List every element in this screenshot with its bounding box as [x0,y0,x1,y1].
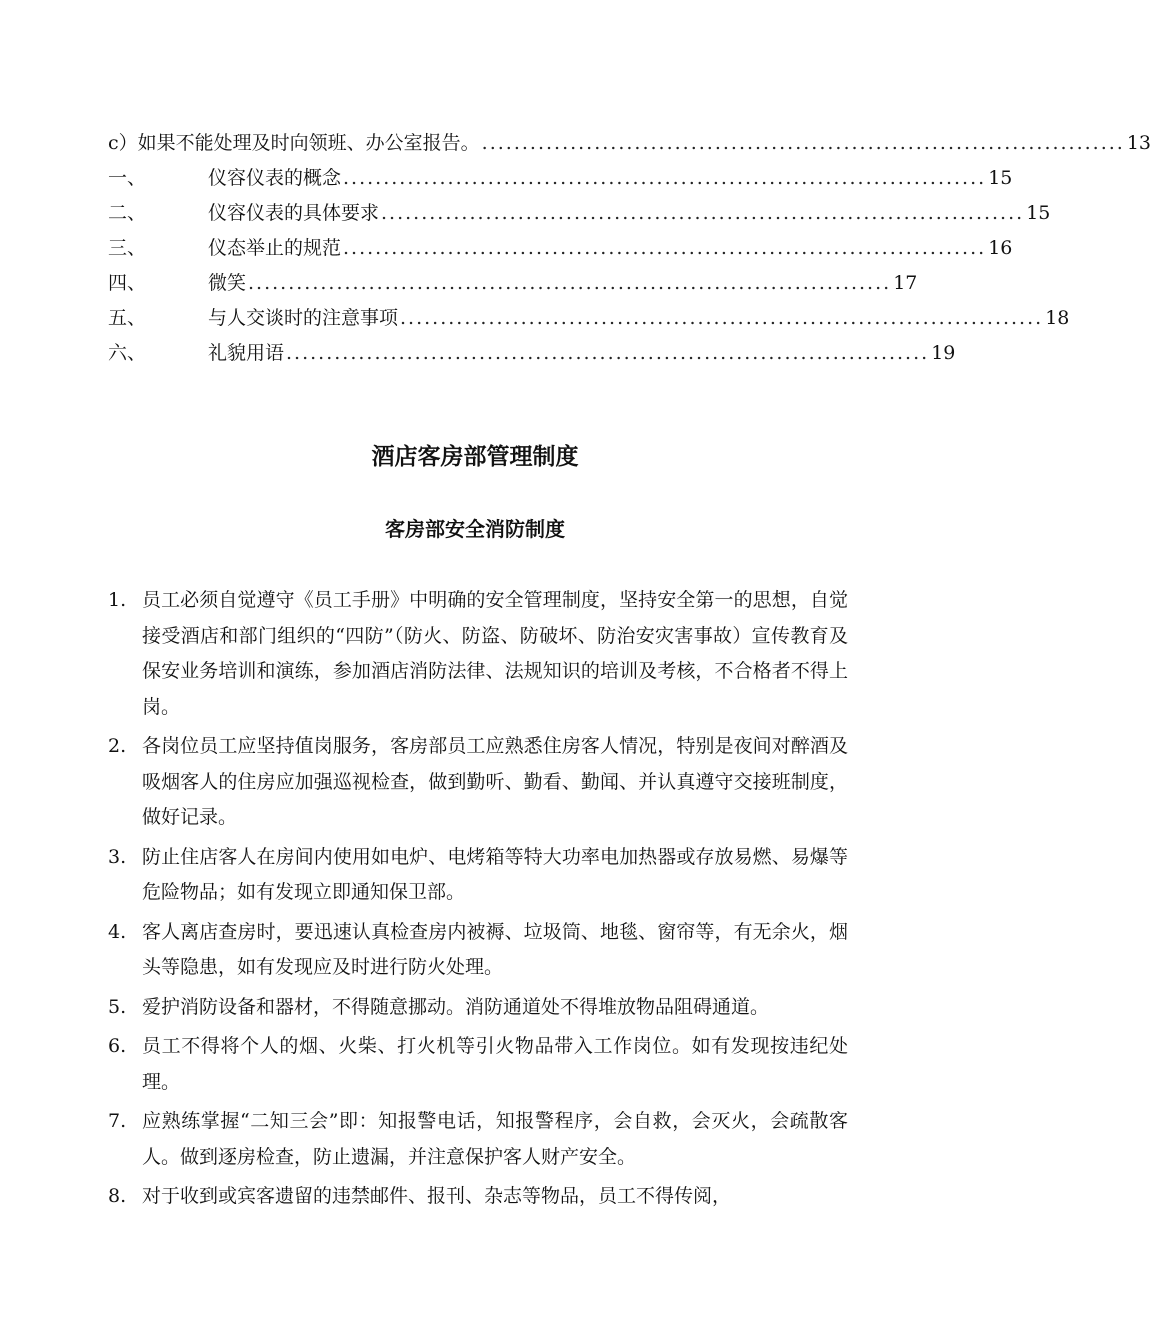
toc-entry-page: 13 [1126,132,1151,154]
toc-entry-title: 与人交谈时的注意事项 [208,307,399,329]
list-item-text: 各岗位员工应坚持值岗服务，客房部员工应熟悉住房客人情况，特别是夜间对醉酒及吸烟客人的住房应加强巡视检查，做到勤听、勤看、勤闻、并认真遵守交接班制度，做好记录。 [142,735,848,828]
toc-entry[interactable] [108,126,1151,161]
toc-leader-dots: ................................................................................ [343,167,987,189]
toc-entry-page: 16 [988,237,1013,259]
toc-entry-number: 二、 [108,202,147,224]
toc-entry-page: 17 [893,272,918,294]
list-item [108,990,848,1026]
list-item [108,583,848,725]
toc-entry-number: 六、 [108,342,147,364]
toc-entry-title: 仪容仪表的概念 [208,167,342,189]
toc-entry-number: 五、 [108,307,147,329]
toc-entry[interactable] [108,196,1051,231]
toc-leader-dots: ................................................................................ [248,272,892,294]
toc-leader-dots: ................................................................................ [400,307,1044,329]
toc-entry-title: 微笑 [208,272,247,294]
list-item-text: 防止住店客人在房间内使用如电炉、电烤箱等特大功率电加热器或存放易燃、易爆等危险物品；如有发现立即通知保卫部。 [142,845,848,903]
toc-entry-title: 仪容仪表的具体要求 [208,202,380,224]
toc-leader-dots: ................................................................................ [381,202,1025,224]
list-item-number: 2. [108,735,127,757]
list-item-number: 6. [108,1035,127,1057]
list-item [108,915,848,986]
list-item-text: 员工必须自觉遵守《员工手册》中明确的安全管理制度，坚持安全第一的思想，自觉接受酒店和部门组织的“四防”（防火、防盗、防破坏、防治安灾害事故）宣传教育及保安业务培训和演练，参加酒店消防法律、法规知识的培训及考核，不合格者不得上岗。 [142,589,848,718]
toc-entry-number: 四、 [108,272,147,294]
toc-entry-title: 礼貌用语 [208,342,285,364]
toc-entry-title: 如果不能处理及时向领班、办公室报告。 [137,132,480,154]
list-item [108,729,848,836]
toc-entry[interactable] [108,301,1070,336]
list-item [108,1104,848,1175]
toc-entry-page: 18 [1045,307,1070,329]
toc-leader-dots: ................................................................................ [481,132,1125,154]
toc-leader-dots: ................................................................................ [343,237,987,259]
toc-entry-page: 15 [1026,202,1051,224]
document-title: 酒店客房部管理制度 [371,444,579,470]
list-item-number: 8. [108,1185,127,1207]
list-item-number: 3. [108,845,127,868]
toc-entry[interactable] [108,336,956,371]
list-item-text: 员工不得将个人的烟、火柴、打火机等引火物品带入工作岗位。如有发现按违纪处理。 [142,1035,848,1093]
table-of-contents [108,126,1151,371]
toc-entry-title: 仪态举止的规范 [208,237,342,259]
list-item-number: 7. [108,1110,127,1132]
list-item [108,1029,848,1100]
list-item-text: 爱护消防设备和器材，不得随意挪动。消防通道处不得堆放物品阻碍通道。 [142,995,770,1018]
list-item-number: 1. [108,589,127,611]
toc-entry-page: 19 [931,342,956,364]
toc-leader-dots: ................................................................................ [286,342,930,364]
list-item-text: 应熟练掌握“二知三会”即：知报警电话，知报警程序，会自救，会灭火，会疏散客人。做到逐房检查，防止遗漏，并注意保护客人财产安全。 [142,1110,848,1168]
toc-entry[interactable] [108,266,918,301]
rules-list [108,583,848,1219]
list-item-number: 4. [108,920,127,943]
toc-entry-number: 三、 [108,237,147,259]
section-title: 客房部安全消防制度 [385,517,565,541]
toc-entry[interactable] [108,231,1013,266]
list-item-text: 客人离店查房时，要迅速认真检查房内被褥、垃圾筒、地毯、窗帘等，有无余火，烟头等隐患，如有发现应及时进行防火处理。 [142,920,848,978]
list-item-number: 5. [108,995,127,1018]
toc-entry-number: 一、 [108,167,147,189]
list-item [108,1179,848,1215]
list-item [108,840,848,911]
list-item-text: 对于收到或宾客遗留的违禁邮件、报刊、杂志等物品，员工不得传阅， [142,1185,732,1207]
toc-entry-page: 15 [988,167,1013,189]
toc-entry[interactable] [108,161,1013,196]
toc-entry-number: c） [108,132,138,154]
